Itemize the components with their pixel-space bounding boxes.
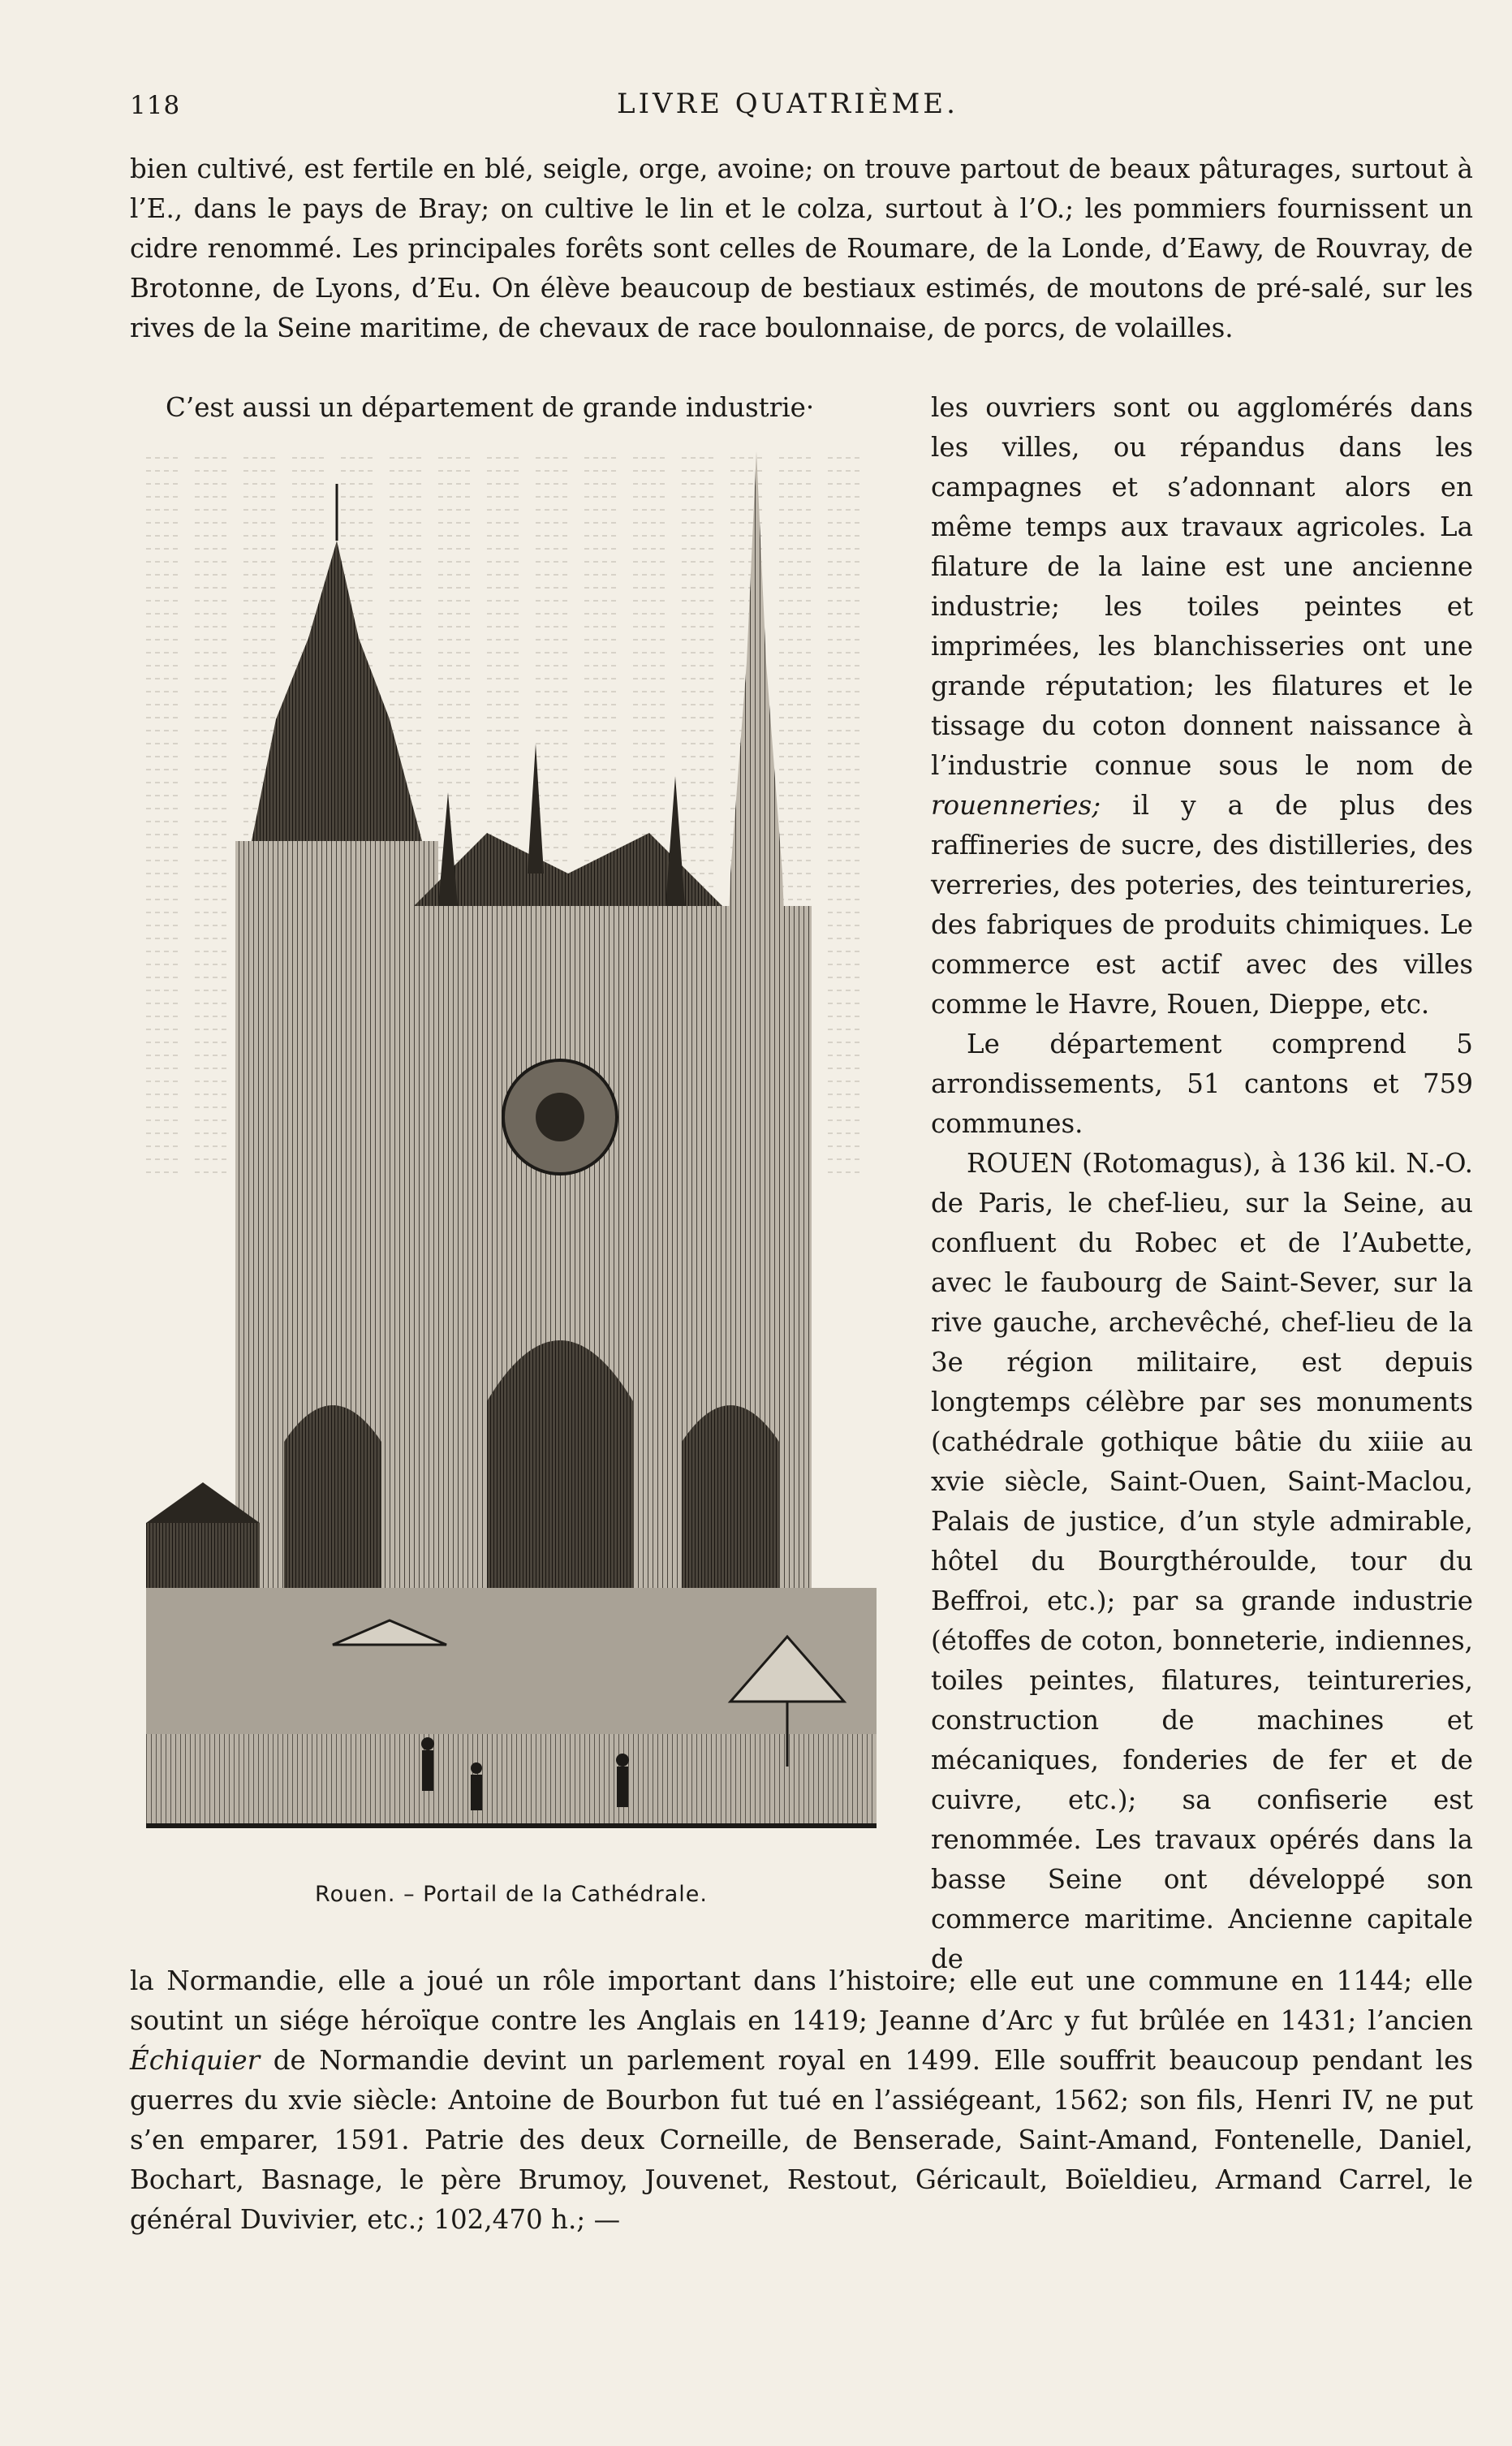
paragraph-agriculture (130, 149, 1473, 348)
text-run: les ouvriers sont ou agglomérés dans les villes, ou répandus dans les campagnes et s’adonnant alors en même temps aux travaux agricoles. La filature de la laine est une ancienne industrie; les toiles peintes et imprimées, les blanchisseries ont une grande réputation; les filatures et le tissage du coton donnent naissance à l’industrie connue sous le nom de (931, 392, 1473, 781)
italic-term: rouenneries; (931, 790, 1101, 821)
italic-term: Échiquier (130, 2045, 261, 2076)
page-number: 118 (130, 91, 181, 120)
cathedral-illustration (146, 451, 877, 1864)
paragraph-industry-lead: C’est aussi un département de grande industrie· (166, 392, 815, 423)
running-head: LIVRE QUATRIÈME. (617, 88, 958, 120)
right-column-text (931, 388, 1473, 1979)
paragraph-rouen-continued (130, 1961, 1473, 2240)
paragraph-text: bien cultivé, est fertile en blé, seigle, orge, avoine; on trouve partout de beaux pâturages, surtout à l’E., dans le pays de Bray; on cultive le lin et le colza, surtout à l’O.; les pommiers fournissent un cidre renommé. Les principales forêts sont celles de Roumare, de la Londe, d’Eawy, de Rouvray, de Brotonne, de Lyons, d’Eu. On élève beaucoup de bestiaux estimés, de moutons de pré-salé, sur les rives de la Seine maritime, de chevaux de race boulonnaise, de porcs, de volailles. (130, 153, 1473, 343)
paragraph-text (130, 1961, 1473, 2240)
figure-caption: Rouen. – Portail de la Cathédrale. (315, 1882, 708, 1907)
place-name: ROUEN (967, 1148, 1073, 1179)
cathedral-engraving (146, 451, 877, 1864)
text-run: de Normandie devint un parlement royal en 1499. Elle souffrit beaucoup pendant les guerres du xvie siècle: Antoine de Bourbon fut tué en l’assiégeant, 1562; son fils, Henri IV, ne put s’en emparer, 1591. Patrie des deux Corneille, de Benserade, Saint-Amand, Fontenelle, Daniel, Bochart, Basnage, le père Brumoy, Jouvenet, Restout, Géricault, Boïeldieu, Armand Carrel, le général Duvivier, etc.; 102,470 h.; — (130, 2045, 1473, 2235)
text-run: (Rotomagus), à 136 kil. N.-O. de Paris, le chef-lieu, sur la Seine, au confluent du Robec et de l’Aubette, avec le faubourg de Saint-Sever, sur la rive gauche, archevêché, chef-lieu de la 3e région militaire, est depuis longtemps célèbre par ses monuments (cathédrale gothique bâtie du xiiie au xvie siècle, Saint-Ouen, Saint-Maclou, Palais de justice, d’un style admirable, hôtel du Bourgthéroulde, tour du Beffroi, etc.); par sa grande industrie (étoffes de coton, bonneterie, indiennes, toiles peintes, filatures, teintureries, construction de machines et mécaniques, fonderies de fer et de cuivre, etc.); sa confiserie est renommée. Les travaux opérés dans la basse Seine ont développé son commerce maritime. Ancienne capitale de (931, 1148, 1473, 1974)
paragraph-administration: Le département comprend 5 arrondissements, 51 cantons et 759 communes. (931, 1029, 1473, 1139)
paragraph-rouen (931, 1144, 1473, 1979)
text-run: il y a de plus des raffineries de sucre, des distilleries, des verreries, des poteries, des teintureries, des fabriques de produits chimiques. Le commerce est actif avec des villes comme le Havre, Rouen, Dieppe, etc. (931, 790, 1473, 1020)
paragraph-industry (931, 388, 1473, 1025)
text-run: la Normandie, elle a joué un rôle important dans l’histoire; elle eut une commune en 1144; elle soutint un siége héroïque contre les Anglais en 1419; Jeanne d’Arc y fut brûlée en 1431; l’ancien (130, 1965, 1473, 2036)
